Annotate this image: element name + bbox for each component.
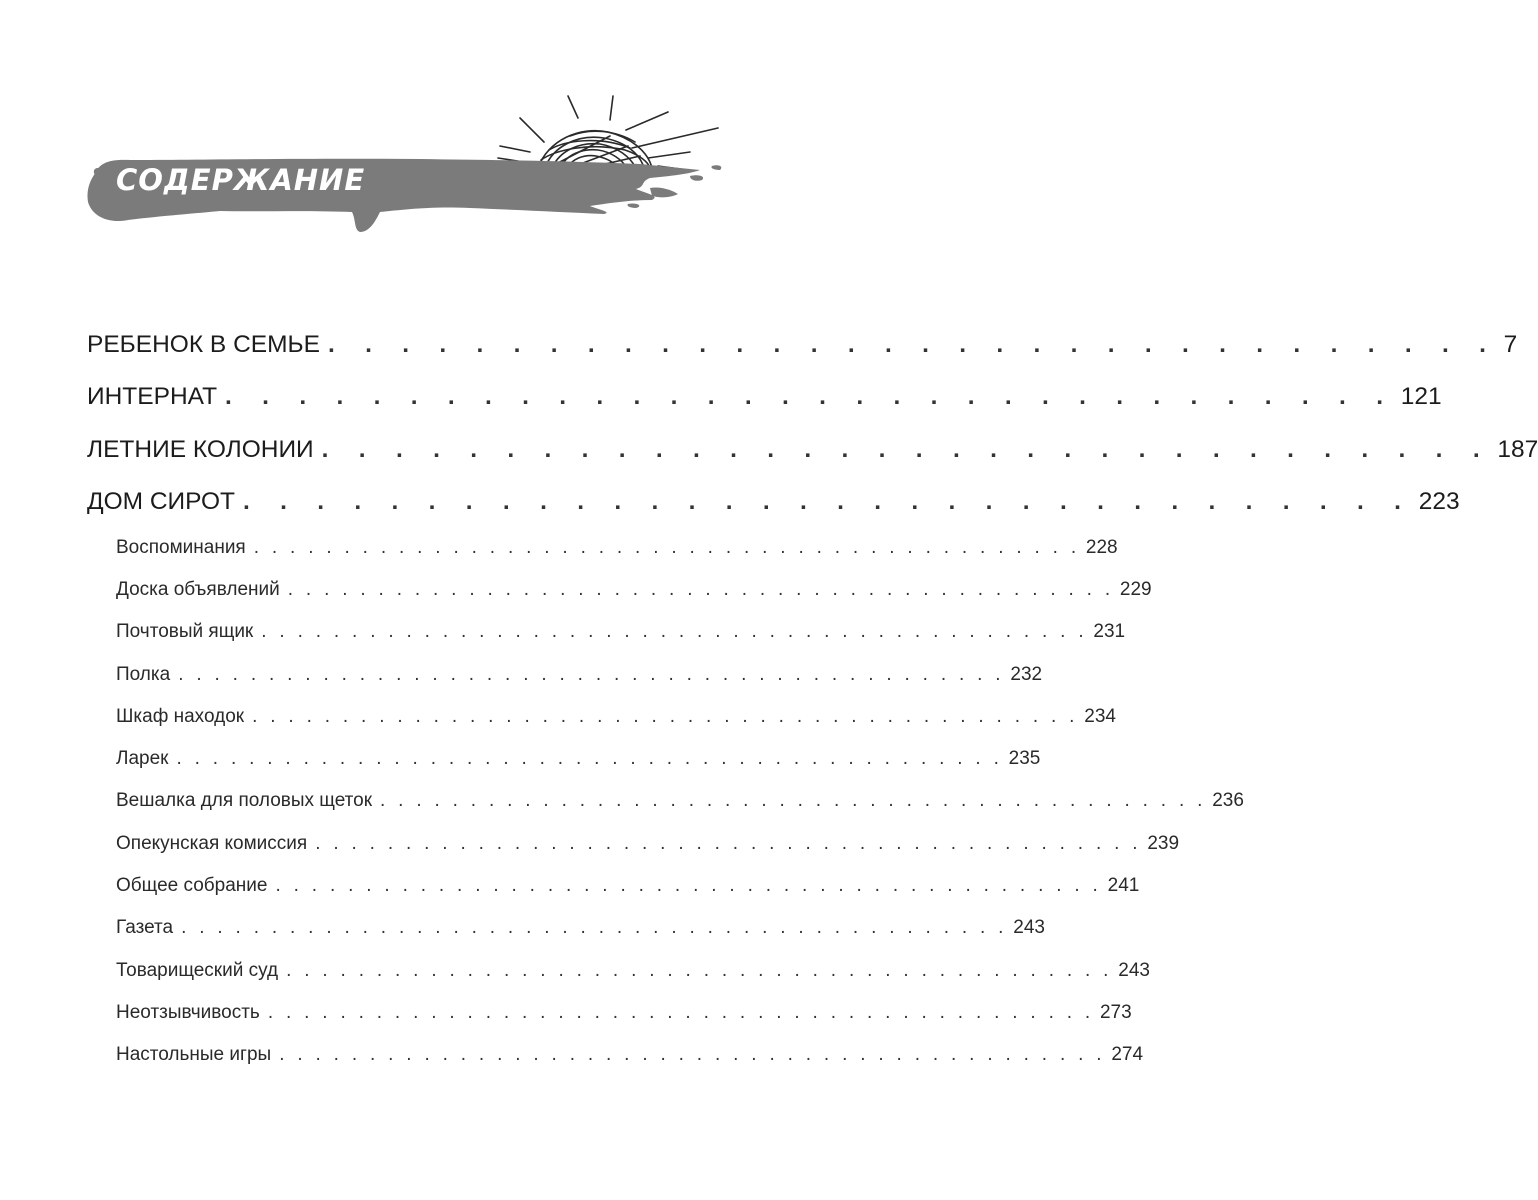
dot-leader: . . . . . . . . . . . . . . . . . . . . . . . . . . . . . . . . . . . . . . . . . . . . . . xyxy=(286,960,1113,981)
page-number: 187 xyxy=(1497,436,1538,463)
page-number: 234 xyxy=(1084,706,1116,727)
toc-section-entry[interactable] xyxy=(116,790,1244,812)
dot-leader: . . . . . . . . . . . . . . . . . . . . . . . . . . . . . . . . xyxy=(327,331,1498,358)
toc-section-entry[interactable] xyxy=(116,748,1041,770)
section-title: Неотзывчивость xyxy=(116,1002,260,1023)
chapter-title: РЕБЕНОК В СЕМЬЕ xyxy=(87,331,320,358)
dot-leader: . . . . . . . . . . . . . . . . . . . . . . . . . . . . . . . . . . . . . . . . . . . . . . xyxy=(380,790,1207,811)
page-number: 236 xyxy=(1212,790,1244,811)
section-title: Настольные игры xyxy=(116,1044,272,1065)
page-number: 235 xyxy=(1008,748,1041,769)
page-number: 7 xyxy=(1503,331,1518,358)
toc-section-entry[interactable] xyxy=(116,1002,1132,1024)
page-number: 243 xyxy=(1013,917,1045,938)
toc-section-entry[interactable] xyxy=(116,621,1126,643)
toc-section-entry[interactable] xyxy=(116,875,1140,897)
toc-section-entry[interactable] xyxy=(116,1044,1144,1066)
dot-leader: . . . . . . . . . . . . . . . . . . . . . . . . . . . . . . . . . . . . . . . . . . . . . . xyxy=(315,833,1142,854)
toc-section-entry[interactable] xyxy=(116,706,1116,728)
sun-icon xyxy=(498,96,718,170)
page-number: 231 xyxy=(1093,621,1126,642)
toc-chapter-entry[interactable] xyxy=(87,436,1538,464)
chapter-title: ДОМ СИРОТ xyxy=(87,488,235,515)
toc-section-entry[interactable] xyxy=(116,537,1118,559)
toc-chapter-entry[interactable] xyxy=(87,331,1518,359)
dot-leader: . . . . . . . . . . . . . . . . . . . . . . . . . . . . . . . . . . . . . . . . . . . . . . xyxy=(176,748,1003,769)
toc-section-entry[interactable] xyxy=(116,664,1043,686)
dot-leader: . . . . . . . . . . . . . . . . . . . . . . . . . . . . . . . . . . . . . . . . . . . . . . xyxy=(279,1044,1106,1065)
section-title: Вешалка для половых щеток xyxy=(116,790,373,811)
page-title: СОДЕРЖАНИЕ xyxy=(116,163,366,197)
section-title: Опекунская комиссия xyxy=(116,833,308,854)
section-title: Ларек xyxy=(116,748,169,769)
toc-section-entry[interactable] xyxy=(116,579,1152,601)
section-title: Доска объявлений xyxy=(116,579,280,600)
page-number: 241 xyxy=(1107,875,1140,896)
toc-section-entry[interactable] xyxy=(116,833,1180,855)
dot-leader: . . . . . . . . . . . . . . . . . . . . . . . . . . . . . . . . . . . . . . . . . . . . . . xyxy=(267,1002,1094,1023)
dot-leader: . . . . . . . . . . . . . . . . . . . . . . . . . . . . . . . . . . . . . . . . . . . . . . xyxy=(178,664,1005,685)
dot-leader: . . . . . . . . . . . . . . . . . . . . . . . . . . . . . . . . . . . . . . . . . . . . . . xyxy=(261,621,1088,642)
section-title: Почтовый ящик xyxy=(116,621,254,642)
section-title: Газета xyxy=(116,917,174,938)
dot-leader: . . . . . . . . . . . . . . . . . . . . . . . . . . . . . . . . . . . . . . . . . . . . . . xyxy=(287,579,1114,600)
page-number: 232 xyxy=(1010,664,1043,685)
header-brush-stroke xyxy=(0,0,811,260)
dot-leader: . . . . . . . . . . . . . . . . . . . . . . . . . . . . . . . . . . . . . . . . . . . . . . xyxy=(275,875,1102,896)
section-title: Полка xyxy=(116,664,171,685)
dot-leader: . . . . . . . . . . . . . . . . . . . . . . . . . . . . . . . . xyxy=(321,436,1492,463)
page-number: 273 xyxy=(1099,1002,1132,1023)
dot-leader: . . . . . . . . . . . . . . . . . . . . . . . . . . . . . . . . xyxy=(243,488,1413,515)
section-title: Воспоминания xyxy=(116,537,246,558)
section-title: Товарищеский суд xyxy=(116,960,279,981)
chapter-title: ИНТЕРНАТ xyxy=(87,383,218,410)
page-number: 223 xyxy=(1418,488,1460,515)
page-number: 274 xyxy=(1111,1044,1144,1065)
dot-leader: . . . . . . . . . . . . . . . . . . . . . . . . . . . . . . . . xyxy=(225,383,1395,410)
page-number: 228 xyxy=(1085,537,1118,558)
page-number: 121 xyxy=(1400,383,1442,410)
toc-section-entry[interactable] xyxy=(116,960,1150,982)
page-number: 239 xyxy=(1147,833,1180,854)
page-number: 229 xyxy=(1119,579,1152,600)
toc-chapter-entry[interactable] xyxy=(87,488,1460,516)
dot-leader: . . . . . . . . . . . . . . . . . . . . . . . . . . . . . . . . . . . . . . . . . . . . . . xyxy=(181,917,1008,938)
toc-chapter-entry[interactable] xyxy=(87,383,1442,411)
section-title: Шкаф находок xyxy=(116,706,245,727)
dot-leader: . . . . . . . . . . . . . . . . . . . . . . . . . . . . . . . . . . . . . . . . . . . . . . xyxy=(252,706,1079,727)
page-number: 243 xyxy=(1118,960,1150,981)
chapter-title: ЛЕТНИЕ КОЛОНИИ xyxy=(87,436,314,463)
section-title: Общее собрание xyxy=(116,875,268,896)
dot-leader: . . . . . . . . . . . . . . . . . . . . . . . . . . . . . . . . . . . . . . . . . . . . . . xyxy=(253,537,1080,558)
toc-section-entry[interactable] xyxy=(116,917,1045,939)
